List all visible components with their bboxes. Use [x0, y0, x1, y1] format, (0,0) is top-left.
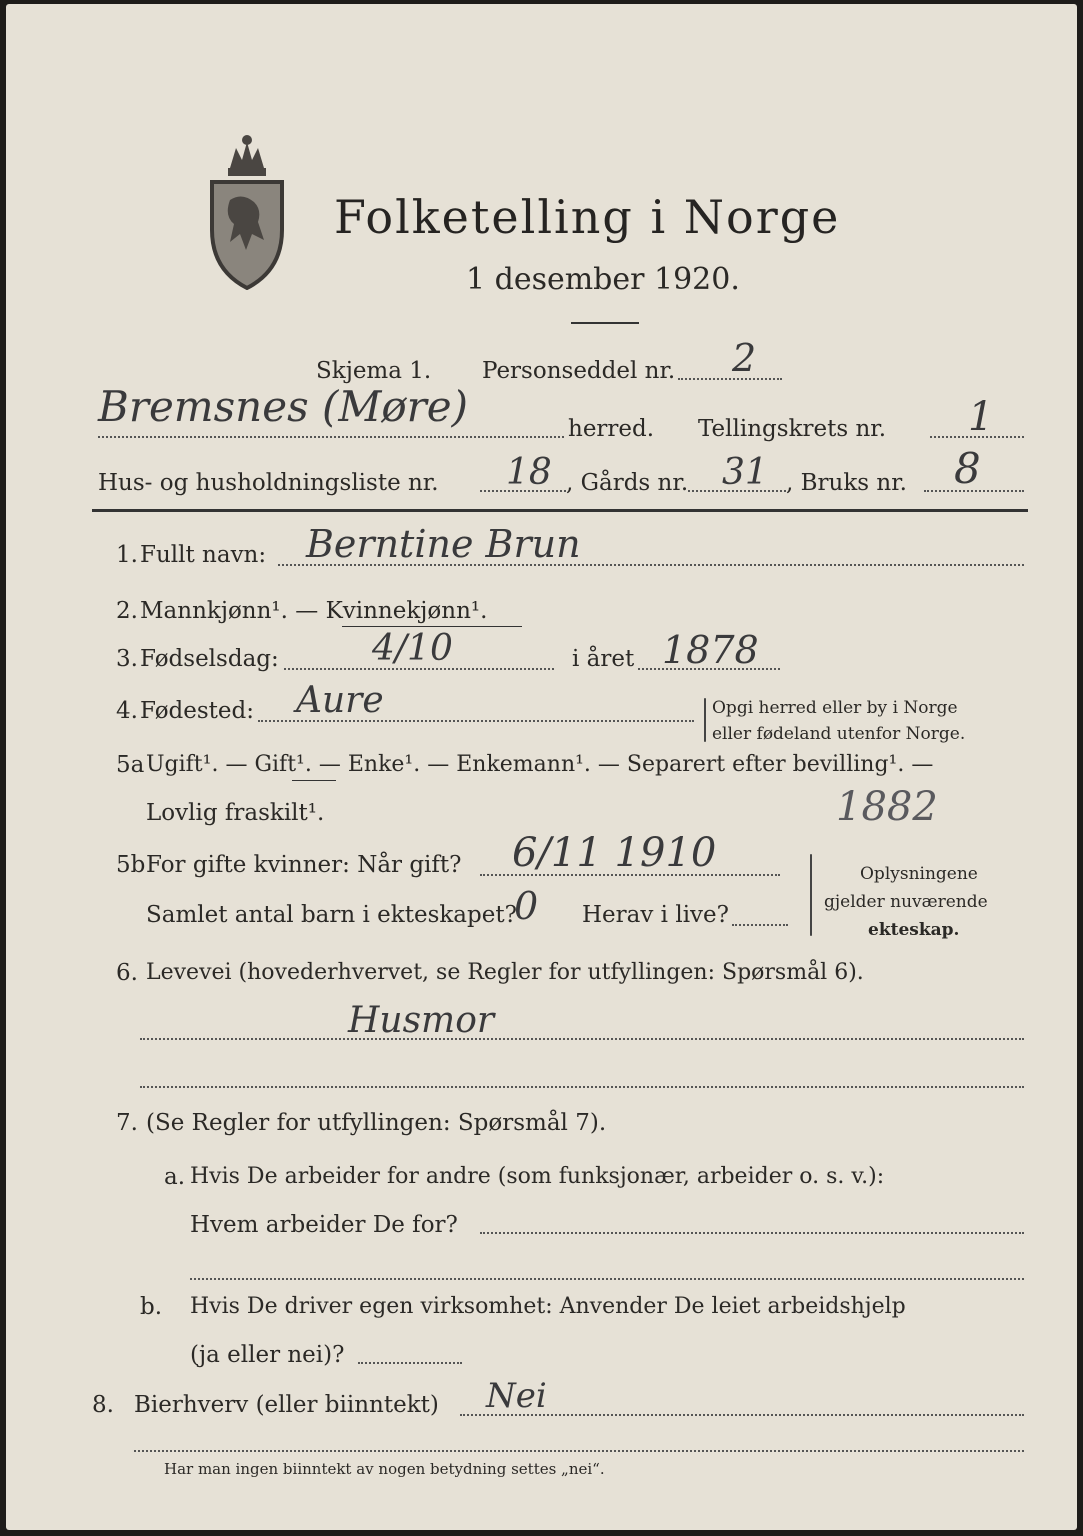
q4-note-line-1: Opgi herred eller by i Norge	[712, 698, 958, 718]
herred-value[interactable]: Bremsnes (Møre)	[98, 382, 468, 431]
q7b-label: Hvis De driver egen virksomhet: Anvender De leiet arbeidshjelp	[190, 1294, 906, 1319]
q6-line-2	[140, 1086, 1024, 1088]
side-income-value[interactable]: Nei	[486, 1376, 547, 1416]
q1-number: 1.	[116, 542, 138, 568]
q1-label: Fullt navn:	[140, 542, 267, 568]
husholdningsliste-label: Hus- og husholdningsliste nr.	[98, 470, 439, 496]
occupation-value[interactable]: Husmor	[348, 1000, 495, 1041]
q5a-label: Ugift¹. — Gift¹. — Enke¹. — Enkemann¹. — Separert efter bevilling¹. —	[146, 752, 934, 777]
q8-label: Bierhverv (eller biinntekt)	[134, 1392, 439, 1418]
personseddel-label: Personseddel nr.	[482, 358, 676, 384]
herred-line	[98, 436, 564, 438]
q5b-note-brace	[810, 854, 812, 936]
q6-line-1	[140, 1038, 1024, 1040]
bruks-label: , Bruks nr.	[786, 470, 907, 496]
q7b-number: b.	[140, 1294, 163, 1320]
kvinnekjonn-underline	[342, 626, 522, 627]
q6-label: Levevei (hovederhvervet, se Regler for utfyllingen: Spørsmål 6).	[146, 960, 864, 985]
q2-label: Mannkjønn¹. — Kvinnekjønn¹.	[140, 598, 488, 624]
marriage-date-value[interactable]: 6/11 1910	[512, 830, 717, 876]
tellingskrets-label: Tellingskrets nr.	[698, 416, 887, 442]
gards-label: , Gårds nr.	[566, 470, 689, 496]
q4-label: Fødested:	[140, 698, 255, 724]
q5b-children-label: Samlet antal barn i ekteskapet?	[146, 902, 517, 928]
q5b-alive-label: Herav i live?	[582, 902, 729, 928]
footer-note: Har man ingen biinntekt av nogen betydning settes „nei“.	[164, 1460, 605, 1478]
q5b-note-line-2: gjelder nuværende	[824, 892, 988, 912]
q6-number: 6.	[116, 960, 138, 986]
form-date: 1 desember 1920.	[466, 262, 740, 297]
q7a-line-1	[480, 1232, 1024, 1234]
q7-number: 7.	[116, 1110, 138, 1136]
birth-date-value[interactable]: 4/10	[372, 628, 453, 669]
q2-number: 2.	[116, 598, 138, 624]
q7a-label-2: Hvem arbeider De for?	[190, 1212, 458, 1238]
norwegian-coat-of-arms-icon	[202, 130, 292, 290]
personseddel-value[interactable]: 2	[732, 336, 757, 380]
q5b-alive-line	[732, 924, 788, 926]
q5b-note-line-1: Oplysningene	[860, 864, 978, 884]
herred-label: herred.	[568, 416, 655, 442]
q5b-note-line-3: ekteskap.	[868, 920, 960, 940]
children-count-value[interactable]: 0	[514, 884, 539, 928]
title-divider	[571, 322, 639, 324]
q5b-label: For gifte kvinner: Når gift?	[146, 852, 462, 878]
q4-number: 4.	[116, 698, 138, 724]
q7a-label: Hvis De arbeider for andre (som funksjonær, arbeider o. s. v.):	[190, 1164, 885, 1189]
q4-note-line-2: eller fødeland utenfor Norge.	[712, 724, 966, 744]
census-form-page	[6, 4, 1077, 1530]
personseddel-line	[678, 378, 782, 380]
gift-underline	[292, 780, 336, 781]
header-divider	[92, 509, 1028, 512]
q5a-number: 5a	[116, 752, 145, 778]
gards-value[interactable]: 31	[722, 452, 768, 493]
q3-label: Fødselsdag:	[140, 646, 279, 672]
birthplace-value[interactable]: Aure	[296, 680, 384, 721]
tellingskrets-value[interactable]: 1	[968, 394, 994, 440]
q7a-line-2	[190, 1278, 1024, 1280]
q7b-line	[358, 1362, 462, 1364]
full-name-value[interactable]: Berntine Brun	[306, 522, 581, 566]
q5a-label-2: Lovlig fraskilt¹.	[146, 800, 325, 826]
bruks-value[interactable]: 8	[954, 444, 981, 493]
q3-year-label: i året	[572, 646, 635, 672]
q3-number: 3.	[116, 646, 138, 672]
husholdningsliste-value[interactable]: 18	[506, 452, 552, 493]
q5a-annotation[interactable]: 1882	[836, 784, 938, 830]
form-title: Folketelling i Norge	[334, 190, 841, 244]
q7a-number: a.	[164, 1164, 186, 1190]
q7-label: (Se Regler for utfyllingen: Spørsmål 7).	[146, 1110, 607, 1136]
q5b-number: 5b	[116, 852, 146, 878]
q8-number: 8.	[92, 1392, 114, 1418]
skjema-label: Skjema 1.	[316, 358, 432, 384]
birth-year-value[interactable]: 1878	[662, 628, 759, 672]
q4-note-brace	[704, 698, 706, 742]
q8-line-2	[134, 1450, 1024, 1452]
q7b-label-2: (ja eller nei)?	[190, 1342, 345, 1368]
